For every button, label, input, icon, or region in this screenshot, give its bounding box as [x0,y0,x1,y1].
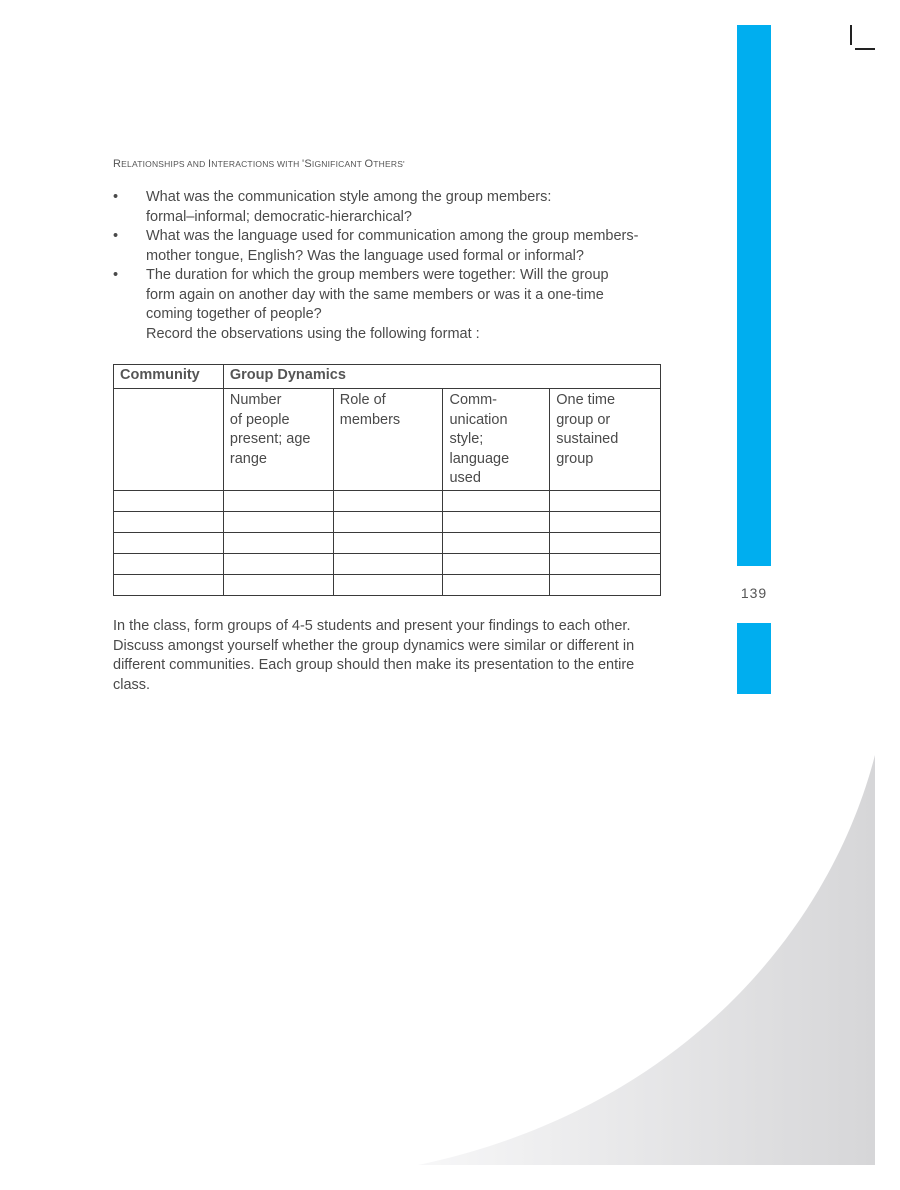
question-list [113,188,673,344]
table-cell [223,491,333,512]
paragraph-line: class. [113,676,151,693]
list-item [113,227,673,266]
table-cell [114,512,224,533]
table-cell [114,533,224,554]
table-row [114,554,661,575]
table-cell [223,575,333,596]
record-note: Record the observations using the following format : [146,325,480,342]
table-cell [114,491,224,512]
list-item-line: What was the language used for communication among the group members- [146,228,639,244]
bullet-symbol: • [113,228,119,244]
table-cell [114,389,224,491]
page-number: 139 [740,585,768,601]
table-cell [223,554,333,575]
paragraph-line: Discuss amongst yourself whether the group dynamics were similar or different in [113,637,635,654]
running-head: RELATIONSHIPS AND INTERACTIONS WITH 'SIGNIFICANT OTHERS' [113,158,405,170]
list-item-line: form again on another day with the same members or was it a one-time [146,286,604,303]
observation-table [113,364,661,596]
subheader-role-of-members: Role of members [333,389,443,491]
bullet-symbol: • [113,189,119,205]
table-cell [550,575,661,596]
table-cell [443,512,550,533]
list-item-line: mother tongue, English? Was the language used formal or informal? [146,247,584,264]
subheader-people-present: Number of people present; age range [223,389,333,491]
paragraph-line: In the class, form groups of 4-5 students and present your findings to each other. [113,618,631,634]
table-row [114,533,661,554]
table-cell [333,491,443,512]
table-cell [114,575,224,596]
table-row [114,512,661,533]
bullet-symbol: • [113,267,119,283]
list-item-line: The duration for which the group members were together: Will the group [146,267,609,283]
table-cell [333,554,443,575]
table-cell [333,533,443,554]
table-cell [114,554,224,575]
table-cell [443,575,550,596]
table-cell [443,491,550,512]
paragraph-line: different communities. Each group should then make its presentation to the entire [113,657,635,673]
group-dynamics-header: Group Dynamics [223,365,660,389]
list-item-line: coming together of people? [146,306,322,322]
table-row [114,575,661,596]
subheader-communication-style: Comm- unication style; language used [443,389,550,491]
accent-bar-top [737,25,771,566]
table-row [114,491,661,512]
community-header: Community [114,365,224,389]
list-item [113,266,673,325]
table-cell [333,575,443,596]
table-cell [223,512,333,533]
table-cell [550,512,661,533]
subheader-group-type: One time group or sustained group [550,389,661,491]
list-item [113,188,673,227]
table-cell [550,491,661,512]
table-header-row [114,365,661,389]
list-item-line: What was the communication style among the group members: [146,189,552,205]
table-cell [443,554,550,575]
table-cell [443,533,550,554]
table-subheader-row [114,389,661,491]
list-item-line: formal–informal; democratic-hierarchical? [146,208,412,225]
table-cell [550,533,661,554]
closing-paragraph [113,617,673,695]
table-cell [333,512,443,533]
accent-bar-bottom [737,623,771,694]
table-cell [550,554,661,575]
table-cell [223,533,333,554]
